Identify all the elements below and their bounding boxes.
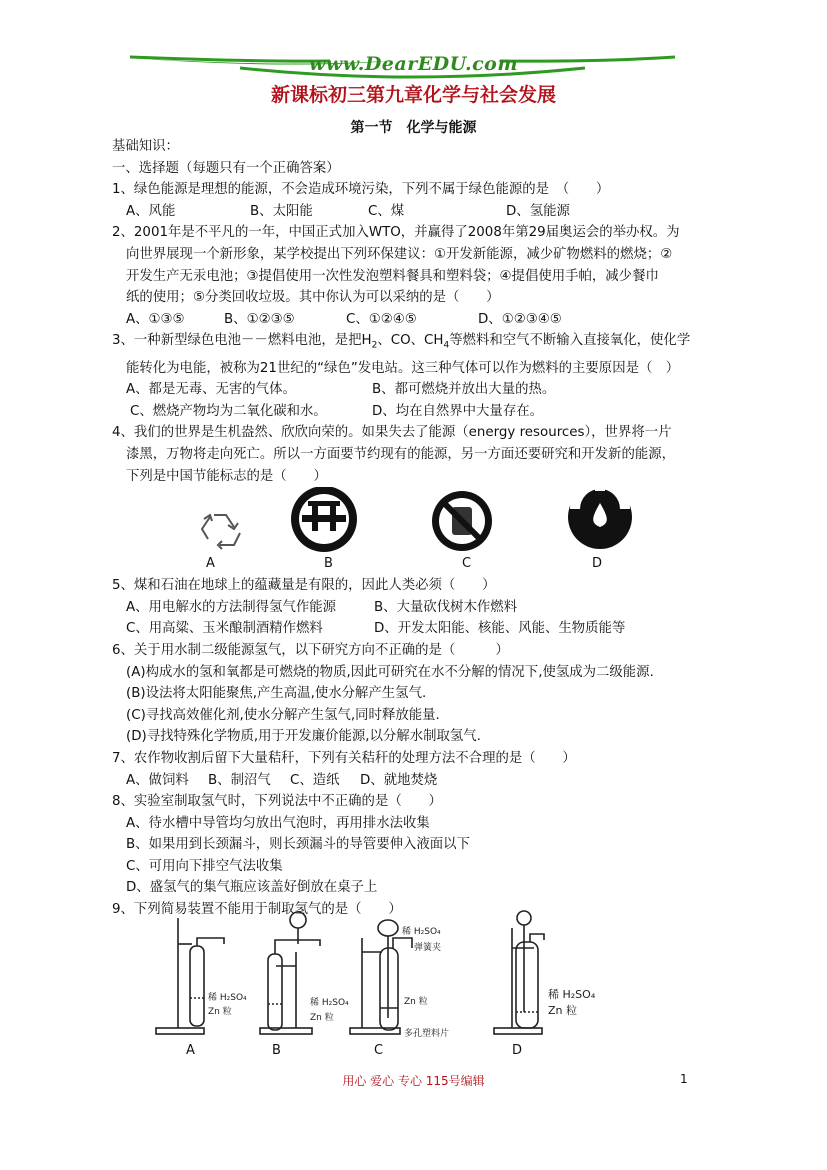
option: B、①②③⑤ <box>224 311 295 327</box>
question-6-option: (D)寻找特殊化学物质,用于开发廉价能源,以分解水制取氢气. <box>126 729 481 745</box>
apparatus-a-acid-label: 稀 H₂SO₄ <box>208 993 247 1003</box>
page-number: 1 <box>680 1072 688 1086</box>
site-url[interactable]: www.DearEDU.com <box>309 53 518 75</box>
apparatus-label: A <box>186 1043 195 1058</box>
section-subtitle: 第一节 化学与能源 <box>350 120 477 136</box>
option: D、开发太阳能、核能、风能、生物质能等 <box>374 621 626 637</box>
question-3-options <box>112 401 722 423</box>
option: C、煤 <box>368 203 405 219</box>
subscript: 4 <box>443 341 450 352</box>
question-3-options <box>112 379 722 401</box>
question-8-option: A、待水槽中导管均匀放出气泡时，再用排水法收集 <box>126 815 430 831</box>
apparatus-c-icon <box>350 920 412 1034</box>
question-5-options <box>112 618 722 640</box>
option: A、①③⑤ <box>126 311 185 327</box>
option: B、制沼气 <box>208 772 271 788</box>
option: B、都可燃烧并放出大量的热。 <box>372 382 556 398</box>
option: A、用电解水的方法制得氢气作能源 <box>126 599 337 615</box>
apparatus-a-zn-label: Zn 粒 <box>208 1007 232 1017</box>
text-segment: 3、一种新型绿色电池－－燃料电池，是把H <box>112 333 372 349</box>
question-4-line: 漆黑，万物将走向死亡。所以一方面要节约现有的能源，另一方面还要研究和开发新的能源， <box>126 446 676 462</box>
figure-label: B <box>324 556 333 572</box>
question-6-option: (B)设法将太阳能聚焦,产生高温,使水分解产生氢气. <box>126 686 427 702</box>
question-3-line <box>112 330 722 357</box>
question-4-line: 4、我们的世界是生机盎然、欣欣向荣的。如果失去了能源（energy resources），世界将一片 <box>112 425 672 441</box>
option: C、①②④⑤ <box>346 311 417 327</box>
question-2-line: 向世界展现一个新形象，某学校提出下列环保建议：①开发新能源，减少矿物燃料的燃烧；② <box>126 246 673 262</box>
text-segment: 等燃料和空气不断输入直接氧化，使化学 <box>449 333 691 349</box>
apparatus-label: C <box>374 1043 384 1058</box>
hydrogen-apparatus-figures <box>150 898 630 1058</box>
question-7-stem: 7、农作物收割后留下大量秸秆，下列有关秸秆的处理方法不合理的是（ ） <box>112 750 576 766</box>
apparatus-d-icon <box>494 911 544 1034</box>
question-2-line: 2、2001年是不平凡的一年，中国正式加入WTO，并赢得了2008年第29届奥运会的举办权。为 <box>112 225 680 241</box>
text-segment: 、CO、CH <box>377 333 444 349</box>
apparatus-d-zn-label: Zn 粒 <box>548 1004 578 1017</box>
no-fuel-logo-icon <box>432 491 492 551</box>
section-heading: 一、选择题（每题只有一个正确答案） <box>112 160 340 176</box>
question-8-stem: 8、实验室制取氢气时，下列说法中不正确的是（ ） <box>112 794 442 810</box>
option: C、造纸 <box>290 772 340 788</box>
energy-saving-logo-icon <box>291 487 357 552</box>
intro-label: 基础知识： <box>112 139 179 154</box>
question-5-stem: 5、煤和石油在地球上的蕴藏量是有限的，因此人类必须（ ） <box>112 578 496 594</box>
option: B、太阳能 <box>250 203 313 219</box>
question-6-stem: 6、关于用水制二级能源氢气，以下研究方向不正确的是（ ） <box>112 642 509 658</box>
option: A、做饲料 <box>126 772 189 788</box>
figure-label: A <box>206 556 215 572</box>
question-4-figure-labels <box>112 555 722 575</box>
question-5-options <box>112 597 722 619</box>
question-1-stem: 1、绿色能源是理想的能源，不会造成环境污染，下列不属于绿色能源的是 （ ） <box>112 182 610 198</box>
recycle-icon <box>202 515 240 549</box>
question-6-option: (C)寻找高效催化剂,使水分解产生氢气,同时释放能量. <box>126 707 440 723</box>
option: C、燃烧产物均为二氧化碳和水。 <box>130 403 327 419</box>
question-1-options <box>112 201 722 223</box>
apparatus-d-acid-label: 稀 H₂SO₄ <box>548 988 596 1001</box>
option: D、氢能源 <box>506 203 570 219</box>
apparatus-b-acid-label: 稀 H₂SO₄ <box>310 998 349 1008</box>
question-7-options <box>112 770 722 792</box>
question-3-line: 能转化为电能，被称为21世纪的“绿色”发电站。这三种气体可以作为燃料的主要原因是（ ） <box>126 360 680 376</box>
question-8-option: D、盛氢气的集气瓶应该盖好倒放在桌子上 <box>126 880 378 896</box>
question-2-line: 开发生产无汞电池；③提倡使用一次性发泡塑料餐具和塑料袋；④提倡使用手帕，减少餐巾 <box>126 268 659 284</box>
question-6-option: (A)构成水的氢和氧都是可燃烧的物质,因此可研究在水不分解的情况下,使氢成为二级能源. <box>126 664 654 680</box>
apparatus-c-acid-label: 稀 H₂SO₄ <box>402 927 441 937</box>
option: D、①②③④⑤ <box>478 311 562 327</box>
footer-text: 用心 爱心 专心 115号编辑 <box>342 1074 485 1088</box>
document-body <box>112 136 722 921</box>
question-4-line: 下列是中国节能标志的是（ ） <box>126 468 327 484</box>
subscript: 2 <box>371 341 378 352</box>
apparatus-b-zn-label: Zn 粒 <box>310 1013 334 1023</box>
apparatus-c-plate-label: 多孔塑料片 <box>404 1029 450 1039</box>
apparatus-label: B <box>272 1043 281 1058</box>
figure-label: D <box>592 556 603 572</box>
question-2-line: 纸的使用；⑤分类回收垃圾。其中你认为可以采纳的是（ ） <box>126 290 500 306</box>
apparatus-c-clip-label: 弹簧夹 <box>414 943 442 953</box>
water-drop-logo-icon <box>568 487 632 549</box>
option: B、大量砍伐树木作燃料 <box>374 599 518 615</box>
apparatus-c-zn-label: Zn 粒 <box>404 997 428 1007</box>
option: D、均在自然界中大量存在。 <box>372 403 543 419</box>
option: D、就地焚烧 <box>360 772 438 788</box>
question-2-options <box>112 309 722 331</box>
apparatus-label: D <box>512 1043 523 1058</box>
question-4-figures <box>112 487 722 555</box>
option: A、风能 <box>126 203 176 219</box>
option: A、都是无毒、无害的气体。 <box>126 382 296 398</box>
question-8-option: C、可用向下排空气法收集 <box>126 858 283 874</box>
energy-logos <box>112 487 722 555</box>
figure-label: C <box>462 556 472 572</box>
page-title: 新课标初三第九章化学与社会发展 <box>270 84 556 106</box>
question-8-option: B、如果用到长颈漏斗，则长颈漏斗的导管要伸入液面以下 <box>126 837 470 853</box>
option: C、用高粱、玉米酿制酒精作燃料 <box>126 621 323 637</box>
question-9-stem: 9、下列简易装置不能用于制取氢气的是（ ） <box>112 902 402 918</box>
